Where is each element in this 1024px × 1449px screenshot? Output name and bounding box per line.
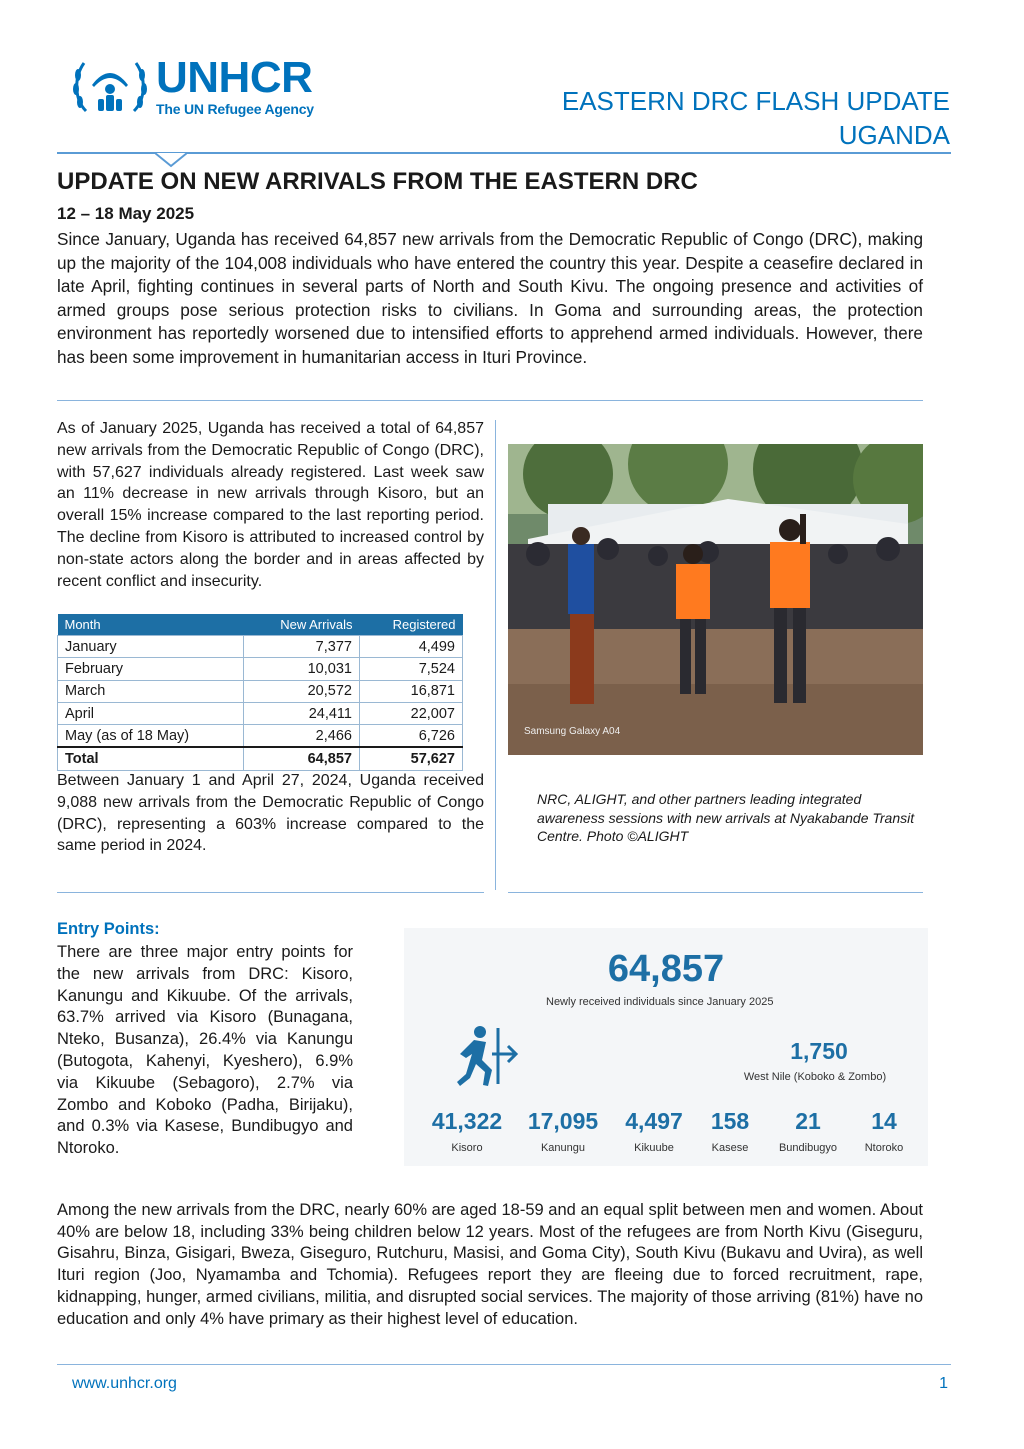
table-cell: March	[58, 680, 244, 702]
header-divider	[57, 152, 951, 154]
divider-notch-icon	[155, 152, 187, 168]
page-title: UPDATE ON NEW ARRIVALS FROM THE EASTERN DRC	[57, 168, 698, 195]
table-cell: 4,499	[359, 636, 462, 658]
entry-point-label: Kanungu	[540, 1142, 586, 1154]
table-cell: February	[58, 658, 244, 680]
intro-paragraph: Since January, Uganda has received 64,857 new arrivals from the Democratic Republic of Congo (DRC), making up the majority of the 104,008 individuals who have entered the country this year. Despite a ceasefire declared in late April, fighting continues in several parts of North and South Kivu. The ongoing presence and activities of armed groups pose serious protection risks to civilians. In Goma and surrounding areas, the protection environment has reportedly worsened due to intensified efforts to apprehend armed individuals. However, there has been some improvement in humanitarian access in Ituri Province.	[57, 229, 923, 367]
report-header-title	[562, 84, 950, 152]
table-cell: 20,572	[244, 680, 360, 702]
table-cell: 16,871	[359, 680, 462, 702]
header-title-line2: UGANDA	[838, 120, 950, 150]
runner-arrow-icon	[452, 1024, 520, 1088]
entry-point-label: Ntoroko	[864, 1142, 904, 1154]
entry-point-value: 17,095	[527, 1108, 599, 1134]
demographics-paragraph: Among the new arrivals from the DRC, nearly 60% are aged 18-59 and an equal split between men and women. About 40% are below 18, including 33% being children below 12 years. Most of the refugees are from North Kivu (Giseguru, Gisahru, Binza, Gisigari, Bweza, Giseguro, Rutchuru, Masisi, and Goma City), South Kivu (Bukavu and Uvira), as well Ituri region (Joo, Nyamamba and Tchomia). Refugees report they are fleeing due to forced recruitment, rape, kidnapping, hunger, armed civilians, militia, and disrupted social services. The majority of those arriving (81%) have no education and only 4% have primary as their highest level of education.	[57, 1201, 923, 1328]
photo-illustration	[508, 444, 923, 755]
table-cell: 64,857	[244, 747, 360, 770]
table-total-row	[58, 747, 463, 770]
entry-point-value: 14	[871, 1108, 897, 1134]
table-cell: Total	[58, 747, 244, 770]
entry-point-value: 4,497	[625, 1108, 683, 1134]
infographic-total-label: Newly received individuals since January 2025	[546, 996, 774, 1008]
entry-point-label: Kikuube	[634, 1142, 674, 1154]
infographic-total: 64,857	[607, 948, 725, 990]
table-cell: 6,726	[359, 725, 462, 748]
entry-point-value: 21	[795, 1108, 821, 1134]
footer-divider	[57, 1364, 951, 1365]
footer-link[interactable]: www.unhcr.org	[72, 1375, 177, 1392]
date-range: 12 – 18 May 2025	[57, 204, 195, 223]
table-cell: 7,377	[244, 636, 360, 658]
entry-points-text: There are three major entry points for the new arrivals from DRC: Kisoro, Kanungu and Kikuube. Of the arrivals, 63.7% arrived via Kisoro (Bunagana, Nteko, Busanza), 26.4% via Kanungu (Butogota, Kahenyi, Kyeshero), 6.9% via Kikuube (Sebagoro), 2.7% via Zombo and Koboko (Padha, Birijaku), and 0.3% via Kasese, Bundibugyo and Ntoroko.	[57, 943, 353, 1158]
table-cell: January	[58, 636, 244, 658]
table-row	[58, 702, 463, 724]
photo-caption: NRC, ALIGHT, and other partners leading integrated awareness sessions with new arrivals at Nyakabande Transit Centre. Photo ©ALIGHT	[537, 791, 915, 844]
column-divider-right	[508, 892, 923, 893]
header-title-line1: EASTERN DRC FLASH UPDATE	[561, 86, 950, 116]
table-cell: 10,031	[244, 658, 360, 680]
table-row	[58, 680, 463, 702]
table-row	[58, 725, 463, 748]
table-cell: 57,627	[359, 747, 462, 770]
table-cell: 7,524	[359, 658, 462, 680]
table-header-cell: Month	[58, 614, 244, 636]
logo-tagline: The UN Refugee Agency	[156, 101, 314, 117]
field-photo	[508, 444, 923, 755]
table-cell: May (as of 18 May)	[58, 725, 244, 748]
logo-wordmark: UNHCR	[156, 53, 313, 102]
entry-point-label: Kisoro	[451, 1142, 483, 1154]
west-nile-label: West Nile (Koboko & Zombo)	[743, 1071, 887, 1083]
table-cell: April	[58, 702, 244, 724]
photo-watermark: Samsung Galaxy A04	[524, 726, 621, 737]
entry-point-label: Kasese	[711, 1142, 749, 1154]
table-header-cell: Registered	[359, 614, 462, 636]
intro-divider	[57, 400, 923, 401]
table-header-row	[58, 614, 463, 636]
table-cell: 2,466	[244, 725, 360, 748]
entry-point-label: Bundibugyo	[778, 1142, 838, 1154]
entry-point-value: 158	[710, 1108, 750, 1134]
table-row	[58, 658, 463, 680]
table-header-cell: New Arrivals	[244, 614, 360, 636]
entry-point-value: 41,322	[431, 1108, 503, 1134]
west-nile-value: 1,750	[790, 1038, 848, 1064]
table-row	[58, 636, 463, 658]
column-divider-left	[57, 892, 484, 893]
table-cell: 22,007	[359, 702, 462, 724]
comparison-paragraph: Between January 1 and April 27, 2024, Uganda received 9,088 new arrivals from the Democratic Republic of Congo (DRC), representing a 603% increase compared to the same period in 2024.	[57, 772, 484, 855]
page-number: 1	[939, 1375, 948, 1392]
entry-points-heading: Entry Points:	[57, 920, 160, 938]
entry-infographic	[404, 928, 928, 1166]
unhcr-emblem-icon	[72, 55, 148, 117]
table-cell: 24,411	[244, 702, 360, 724]
summary-paragraph: As of January 2025, Uganda has received a total of 64,857 new arrivals from the Democratic Republic of Congo (DRC), with 57,627 individuals already registered. Last week saw an 11% decrease in new arrivals through Kisoro, but an overall 15% increase compared to the last reporting period. The decline from Kisoro is attributed to increased control by non-state actors along the border and in areas affected by recent conflict and insecurity.	[57, 420, 484, 590]
arrivals-table	[57, 614, 463, 771]
column-separator	[495, 420, 496, 890]
